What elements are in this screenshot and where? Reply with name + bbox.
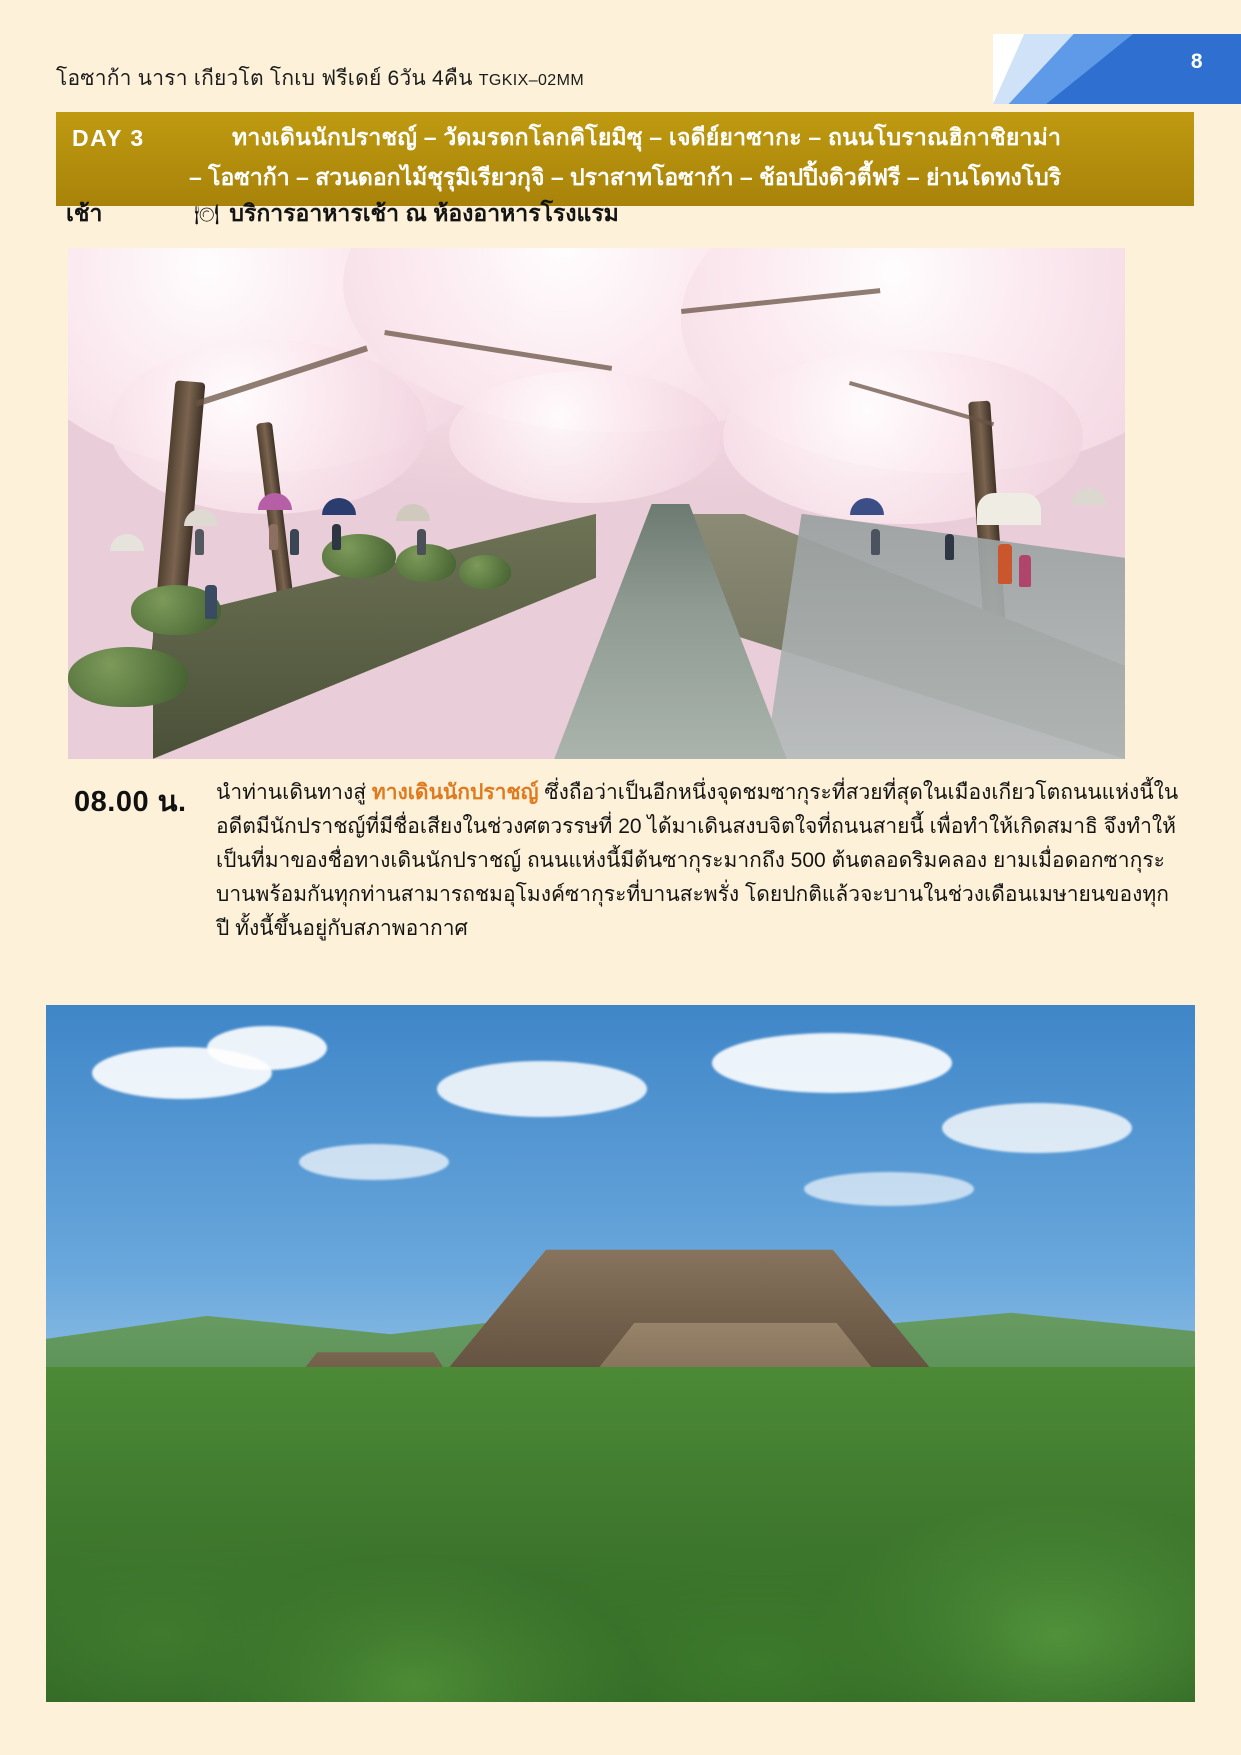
page-number: 8	[1190, 50, 1203, 73]
itinerary-text-prefix: นำท่านเดินทางสู่	[216, 781, 372, 804]
philosophers-path-photo	[68, 248, 1125, 759]
itinerary-block	[74, 776, 1179, 946]
shrub	[68, 647, 188, 707]
tour-title-text: โอซาก้า นารา เกียวโต โกเบ ฟรีเดย์ 6วัน 4คืน	[56, 67, 473, 90]
morning-meal-text: บริการอาหารเช้า ณ ห้องอาหารโรงแรม	[229, 200, 619, 226]
meal-icon: 🍽	[194, 203, 220, 226]
visitor	[871, 529, 880, 555]
visitor	[998, 544, 1012, 584]
cloud	[942, 1103, 1132, 1153]
visitor	[290, 529, 299, 555]
tour-code: TGKIX–02MM	[478, 72, 585, 89]
itinerary-highlight: ทางเดินนักปราชญ์	[371, 781, 539, 804]
visitor	[205, 585, 217, 619]
morning-meal-row	[66, 196, 619, 232]
blossom-cluster	[449, 371, 724, 504]
visitor	[417, 529, 426, 555]
itinerary-paragraph	[216, 776, 1179, 946]
cloud	[437, 1061, 647, 1117]
cloud	[207, 1026, 327, 1070]
itinerary-text-suffix: ซึ่งถือว่าเป็นอีกหนึ่งจุดชมซากุระที่สวยที่สุดในเมืองเกียวโตถนนแห่งนี้ในอดีตมีนักปราชญ์ที่มีชื่อเสียงในช่วงศตวรรษที่ 20 ได้มาเดินสงบจิตใจที่ถนนสายนี้ เพื่อทำให้เกิดสมาธิ จึงทำให้เป็นที่มาของชื่อทางเดินนักปราชญ์ ถนนแห่งนี้มีต้นซากุระมากถึง 500 ต้นตลอดริมคลอง ยามเมื่อดอกซากุระบานพร้อมกันทุกท่านสามารถชมอุโมงค์ซากุระที่บานสะพรั่ง โดยปกติแล้วจะบานในช่วงเดือนเมษายนของทุกปี ทั้งนี้ขึ้นอยู่กับสภาพอากาศ	[216, 781, 1179, 941]
shrub	[459, 555, 511, 589]
visitor	[269, 524, 278, 550]
page-title	[56, 62, 584, 95]
kiyomizu-dera-photo	[46, 1005, 1195, 1702]
visitor	[195, 529, 204, 555]
umbrella	[977, 493, 1041, 525]
itinerary-time: 08.00 น.	[74, 786, 187, 818]
day-route-line-1: ทางเดินนักปราชญ์ – วัดมรดกโลกคิโยมิซุ – เจดีย์ยาซากะ – ถนนโบราณฮิกาชิยาม่า	[232, 124, 1062, 150]
morning-label: เช้า	[66, 200, 103, 226]
day-banner	[56, 112, 1194, 206]
corner-ribbon	[993, 34, 1241, 104]
visitor	[945, 534, 954, 560]
day-route-line-2: – โอซาก้า – สวนดอกไม้ชุรุมิเรียวกุจิ – ปราสาทโอซาก้า – ช้อปปิ้งดิวตี้ฟรี – ย่านโดทงโบริ	[188, 164, 1062, 190]
visitor	[332, 524, 341, 550]
cloud	[712, 1033, 952, 1093]
visitor	[1019, 555, 1031, 587]
day-banner-row-1	[56, 120, 1194, 156]
day-label: DAY 3	[72, 124, 145, 151]
forest-foreground	[46, 1367, 1195, 1702]
